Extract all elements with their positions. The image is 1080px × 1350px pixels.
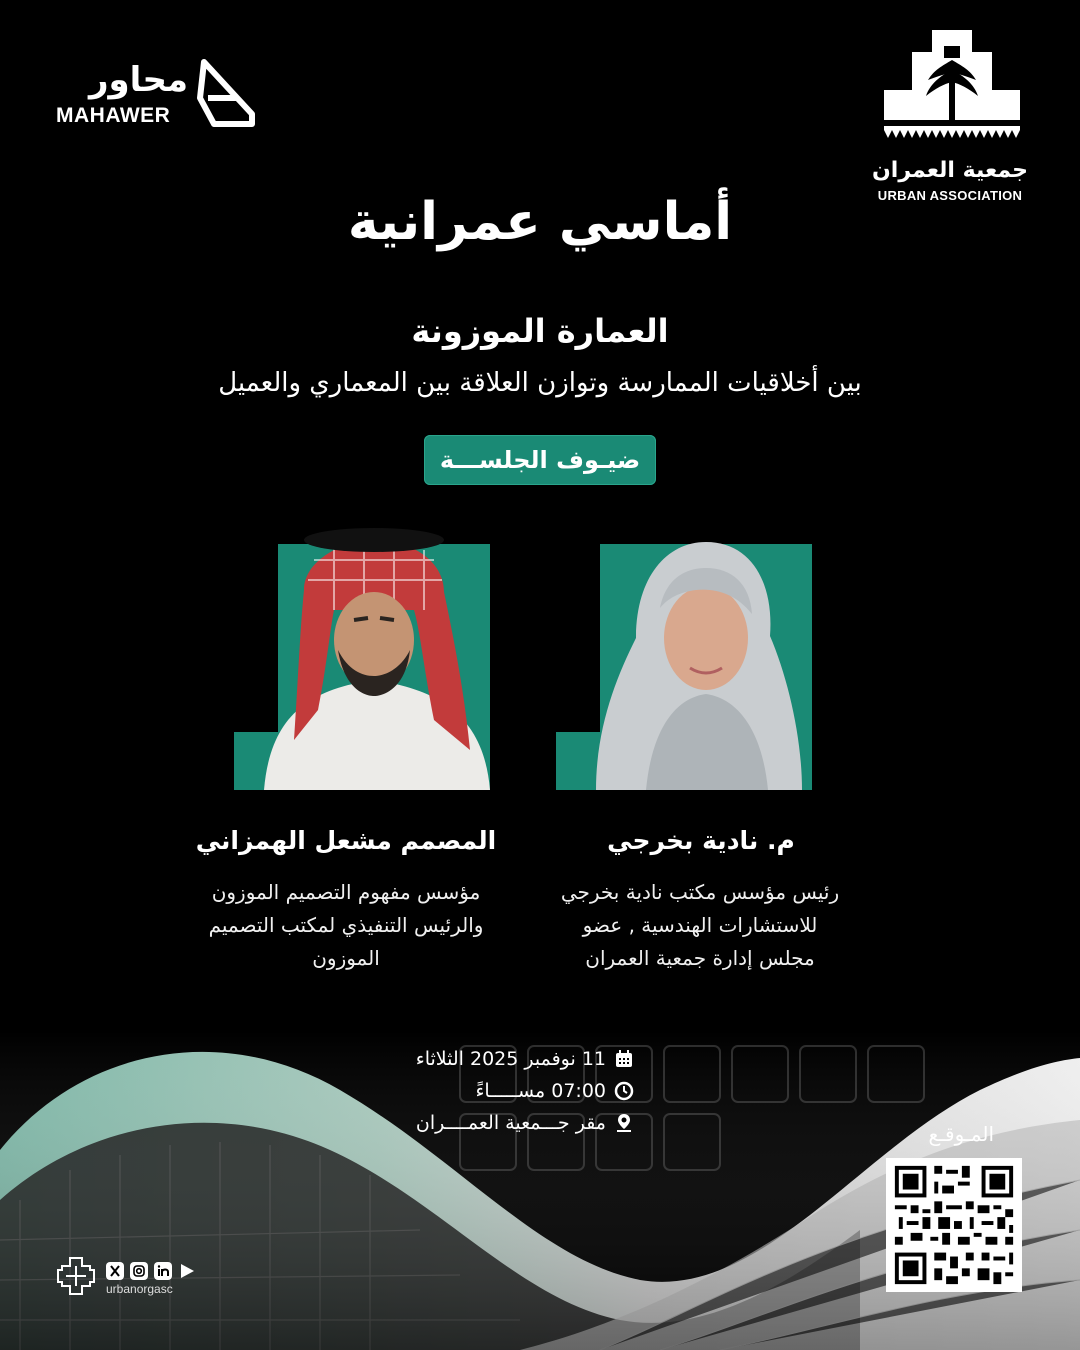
guests-badge-label: ضيـوف الجلســـة: [439, 446, 641, 474]
guest-role-2: [186, 876, 506, 975]
guest-photo-2: [234, 544, 490, 790]
guest-role-line: مجلس إدارة جمعية العمران: [585, 946, 815, 970]
guest-name-1: م. نادية بخرجي: [607, 826, 795, 855]
urban-association-small-logo: [54, 1254, 98, 1298]
event-location: [416, 1112, 634, 1134]
linkedin-icon[interactable]: [154, 1262, 172, 1280]
event-location-text: مقر جـــمعية العمــــران: [415, 1112, 606, 1134]
mahawer-logo-icon: [194, 58, 262, 130]
event-date-text: 11 نوفمبر 2025 الثلاثاء: [415, 1048, 606, 1070]
mahawer-logo-english: MAHAWER: [56, 104, 171, 127]
urban-association-logo-english: URBAN ASSOCIATION: [877, 188, 1023, 203]
social-icons: [106, 1262, 196, 1280]
guest-role-1: [540, 876, 860, 975]
guest-photo-1: [556, 544, 812, 790]
guest-portrait-1: [556, 528, 812, 790]
event-title: أماسي عمرانية: [347, 192, 733, 252]
event-time-text: 07:00 مســـــاءً: [475, 1080, 606, 1102]
guest-role-line: مؤسس مفهوم التصميم الموزون: [211, 880, 481, 904]
location-qr-code[interactable]: [886, 1158, 1022, 1292]
location-pin-icon: [614, 1113, 634, 1133]
instagram-icon[interactable]: [130, 1262, 148, 1280]
urban-association-logo-arabic: جمعية العمران: [872, 158, 1028, 183]
guest-name-2: المصمم مشعل الهمزاني: [195, 826, 497, 855]
urban-association-logo-icon: [880, 26, 1024, 150]
event-time: [476, 1080, 635, 1102]
qr-code-icon: [886, 1158, 1022, 1292]
guest-role-line: والرئيس التنفيذي لمكتب التصميم: [208, 913, 484, 937]
youtube-icon[interactable]: [178, 1262, 196, 1280]
event-subtitle: العمارة الموزونة: [411, 312, 669, 350]
social-handle: urbanorgasc: [106, 1282, 173, 1296]
guests-badge: [424, 435, 656, 485]
clock-icon: [614, 1081, 634, 1101]
mahawer-logo-arabic: محاور: [88, 60, 188, 100]
calendar-icon: [614, 1049, 634, 1069]
site-label: المـوقـع: [928, 1122, 994, 1146]
guest-role-line: الموزون: [312, 946, 380, 970]
guest-portrait-2: [234, 520, 490, 790]
guest-role-line: للاستشارات الهندسية , عضو: [582, 913, 818, 937]
event-date: [416, 1048, 634, 1070]
guest-role-line: رئيس مؤسس مكتب نادية بخرجي: [560, 880, 840, 904]
x-icon[interactable]: [106, 1262, 124, 1280]
event-description: بين أخلاقيات الممارسة وتوازن العلاقة بين المعماري والعميل: [218, 368, 862, 398]
